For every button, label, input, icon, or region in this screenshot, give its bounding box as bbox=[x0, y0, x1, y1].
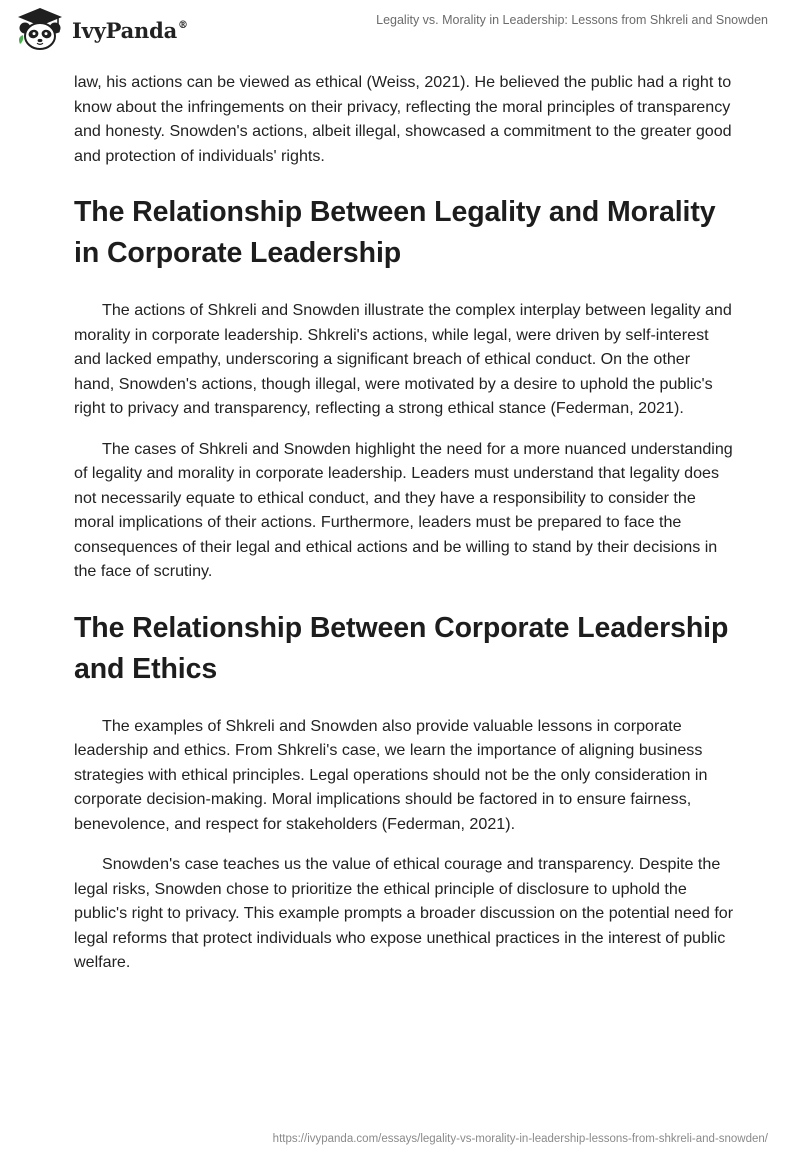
paragraph: The actions of Shkreli and Snowden illustrate the complex interplay between legality and morality in corporate leadership. Shkreli's actions, while legal, were driven by self-interest and lacked empathy, underscoring a significant breach of ethical conduct. On the other hand, Snowden's actions, though illegal, were motivated by a desire to uphold the public's right to privacy and transparency, reflecting a strong ethical stance (Federman, 2021). bbox=[74, 301, 732, 417]
intro-paragraph: law, his actions can be viewed as ethical (Weiss, 2021). He believed the public had a right to know about the infringements on their privacy, reflecting the moral principles of transparency and honesty. Snowden's actions, albeit illegal, showcased a commitment to the greater good and protection of individuals' rights. bbox=[74, 73, 732, 165]
essay-content bbox=[74, 70, 734, 991]
brand-name: IvyPanda® bbox=[72, 17, 188, 43]
paragraph: The examples of Shkreli and Snowden also provide valuable lessons in corporate leadership and ethics. From Shkreli's case, we learn the importance of aligning business strategies with ethical principles. Legal operations should not be the only consideration in corporate decision-making. Moral implications should be factored in to ensure fairness, benevolence, and respect for stakeholders (Federman, 2021). bbox=[74, 716, 708, 833]
ivypanda-logo[interactable] bbox=[14, 6, 188, 52]
document-title: Legality vs. Morality in Leadership: Lessons from Shkreli and Snowden bbox=[376, 13, 768, 27]
paragraph: Snowden's case teaches us the value of ethical courage and transparency. Despite the legal risks, Snowden chose to prioritize the ethical principle of disclosure to uphold the public's right to privacy. This example prompts a broader discussion on the potential need for legal reforms that protect individuals who expose unethical practices in the interest of public welfare. bbox=[74, 855, 734, 971]
registered-mark: ® bbox=[178, 19, 188, 31]
source-url[interactable]: https://ivypanda.com/essays/legality-vs-morality-in-leadership-lessons-from-shkreli-and-snowden/ bbox=[272, 1133, 768, 1145]
section-heading-legality-morality: The Relationship Between Legality and Morality in Corporate Leadership bbox=[74, 196, 716, 269]
section-heading-leadership-ethics: The Relationship Between Corporate Leadership and Ethics bbox=[74, 611, 729, 685]
paragraph: The cases of Shkreli and Snowden highlight the need for a more nuanced understanding of legality and morality in corporate leadership. Leaders must understand that legality does not necessarily equate to ethical conduct, and they have a responsibility to consider the moral implications of their actions. Furthermore, leaders must be prepared to face the consequences of their legal and ethical actions and be willing to stand by their decisions in the face of scrutiny. bbox=[74, 439, 733, 580]
page-header bbox=[0, 0, 800, 62]
panda-graduate-icon bbox=[14, 6, 66, 52]
